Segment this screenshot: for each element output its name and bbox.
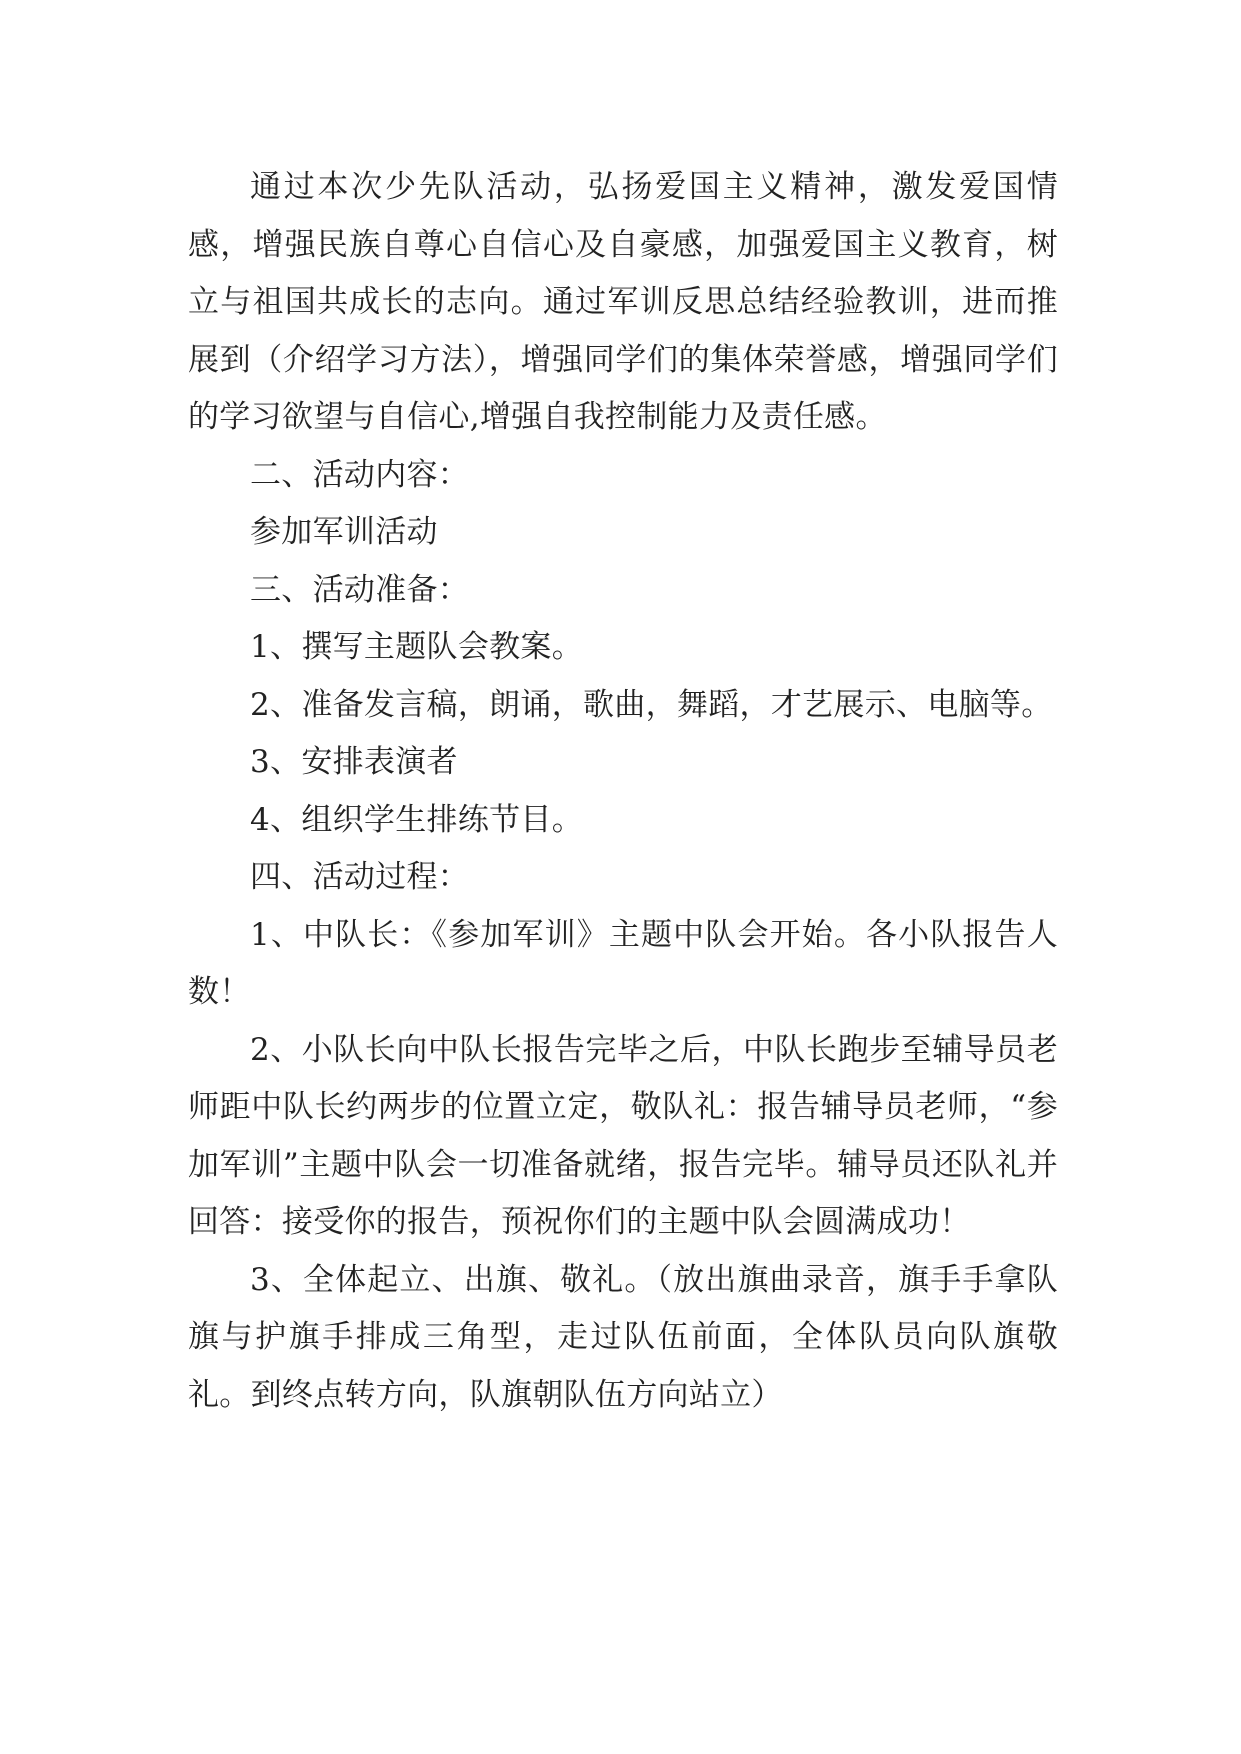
paragraph-activity-content: 参加军训活动 [250, 514, 438, 550]
list-item-preparation-4: 4、组织学生排练节目。 [250, 801, 584, 838]
document-body [188, 159, 1058, 1424]
heading-activity-content: 二、活动内容： [250, 456, 470, 493]
list-item-process-3: 3、全体起立、出旗、敬礼。（放出旗曲录音，旗手手拿队旗与护旗手排成三角型，走过队伍前面，全体队员向队旗敬礼。到终点转方向，队旗朝队伍方向站立） [188, 1261, 1058, 1413]
paragraph-purpose: 通过本次少先队活动，弘扬爱国主义精神，激发爱国情感，增强民族自尊心自信心及自豪感，加强爱国主义教育，树立与祖国共成长的志向。通过军训反思总结经验教训，进而推展到（介绍学习方法），增强同学们的集体荣誉感，增强同学们的学习欲望与自信心,增强自我控制能力及责任感。 [188, 169, 1058, 435]
list-item-process-2: 2、小队长向中队长报告完毕之后，中队长跑步至辅导员老师距中队长约两步的位置立定，敬队礼：报告辅导员老师，“参加军训”主题中队会一切准备就绪，报告完毕。辅导员还队礼并回答：接受你的报告，预祝你们的主题中队会圆满成功！ [188, 1031, 1058, 1240]
heading-activity-process: 四、活动过程： [250, 859, 470, 895]
list-item-preparation-3: 3、安排表演者 [250, 744, 458, 780]
list-item-preparation-2: 2、准备发言稿，朗诵，歌曲，舞蹈，才艺展示、电脑等。 [250, 686, 1053, 723]
list-item-preparation-1: 1、撰写主题队会教案。 [250, 629, 584, 665]
heading-activity-preparation: 三、活动准备： [250, 571, 470, 608]
list-item-process-1: 1、中队长：《参加军训》主题中队会开始。各小队报告人数！ [188, 916, 1058, 1010]
